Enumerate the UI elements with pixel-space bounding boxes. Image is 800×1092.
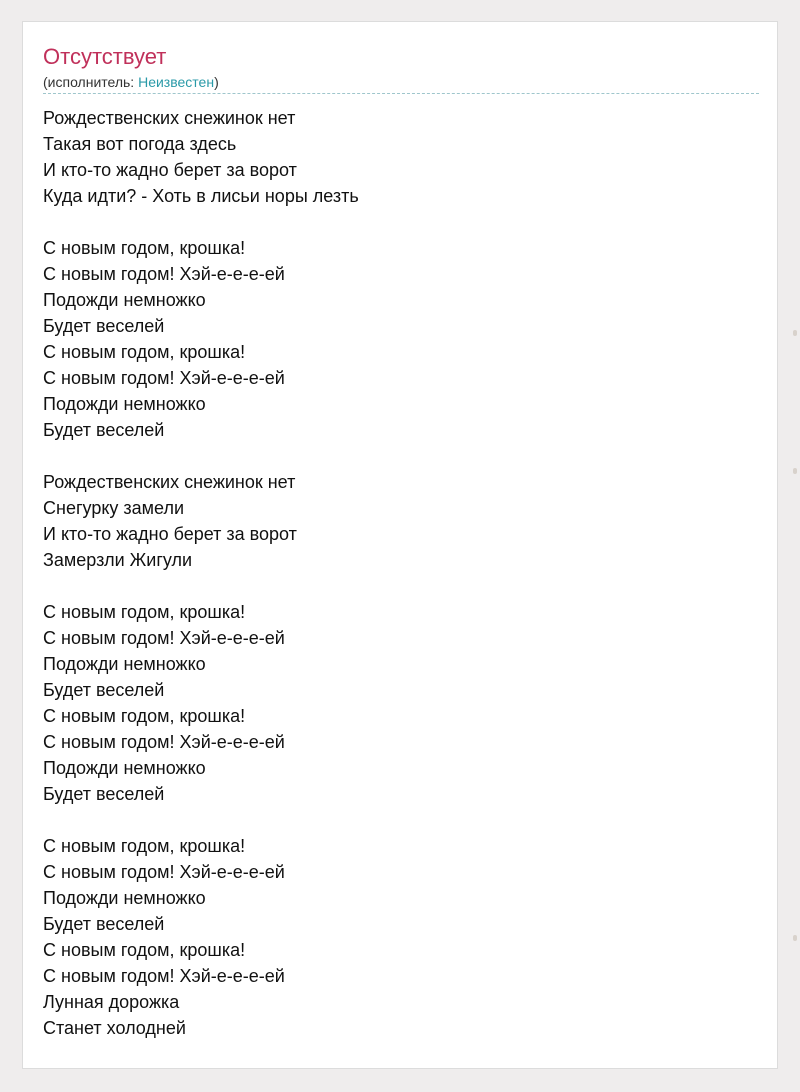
lyric-line: Лунная дорожка — [43, 992, 180, 1012]
lyric-line: Замерзли Жигули — [43, 550, 193, 570]
page-edge-mark — [793, 468, 797, 474]
lyrics-stanza — [43, 833, 759, 1041]
page-edge-mark — [793, 935, 797, 941]
lyric-line: И кто-то жадно берет за ворот — [43, 524, 297, 544]
lyric-line: Рождественских снежинок нет — [43, 472, 296, 492]
lyrics-stanza — [43, 469, 759, 573]
lyrics-body — [43, 105, 759, 1041]
page-edge-mark — [793, 330, 797, 336]
header-divider — [43, 93, 759, 94]
lyric-line: Такая вот погода здесь — [43, 134, 237, 154]
lyric-line: С новым годом, крошка! — [43, 602, 246, 622]
lyric-line: Будет веселей — [43, 316, 165, 336]
lyric-line: С новым годом! Хэй-е-е-е-ей — [43, 368, 285, 388]
lyric-line: Будет веселей — [43, 784, 165, 804]
artist-suffix: ) — [214, 74, 219, 90]
lyric-line: С новым годом! Хэй-е-е-е-ей — [43, 732, 285, 752]
lyric-line: Станет холодней — [43, 1018, 186, 1038]
song-title: Отсутствует — [43, 44, 167, 69]
lyric-line: Подожди немножко — [43, 290, 206, 310]
lyric-line: С новым годом, крошка! — [43, 706, 246, 726]
lyric-line: С новым годом! Хэй-е-е-е-ей — [43, 264, 285, 284]
lyrics-stanza — [43, 599, 759, 807]
lyric-line: Будет веселей — [43, 420, 165, 440]
lyric-line: С новым годом, крошка! — [43, 940, 246, 960]
lyric-line: С новым годом, крошка! — [43, 342, 246, 362]
lyric-line: Снегурку замели — [43, 498, 185, 518]
artist-prefix: (исполнитель: — [43, 74, 139, 90]
lyric-line: Подожди немножко — [43, 758, 206, 778]
artist-link[interactable]: Неизвестен — [138, 74, 215, 90]
lyric-line: И кто-то жадно берет за ворот — [43, 160, 297, 180]
lyric-line: С новым годом! Хэй-е-е-е-ей — [43, 628, 285, 648]
lyric-line: С новым годом, крошка! — [43, 836, 246, 856]
lyric-line: С новым годом! Хэй-е-е-е-ей — [43, 966, 285, 986]
lyrics-stanza — [43, 235, 759, 443]
song-header — [43, 42, 759, 92]
lyric-line: Подожди немножко — [43, 394, 206, 414]
artist-line — [43, 72, 759, 92]
lyric-line: Будет веселей — [43, 914, 165, 934]
lyric-line: С новым годом! Хэй-е-е-е-ей — [43, 862, 285, 882]
lyric-line: Подожди немножко — [43, 654, 206, 674]
lyrics-card — [22, 21, 778, 1069]
lyric-line: Подожди немножко — [43, 888, 206, 908]
lyric-line: Куда идти? - Хоть в лисьи норы лезть — [43, 186, 359, 206]
lyric-line: Рождественских снежинок нет — [43, 108, 296, 128]
lyric-line: Будет веселей — [43, 680, 165, 700]
lyric-line: С новым годом, крошка! — [43, 238, 246, 258]
lyrics-stanza — [43, 105, 759, 209]
